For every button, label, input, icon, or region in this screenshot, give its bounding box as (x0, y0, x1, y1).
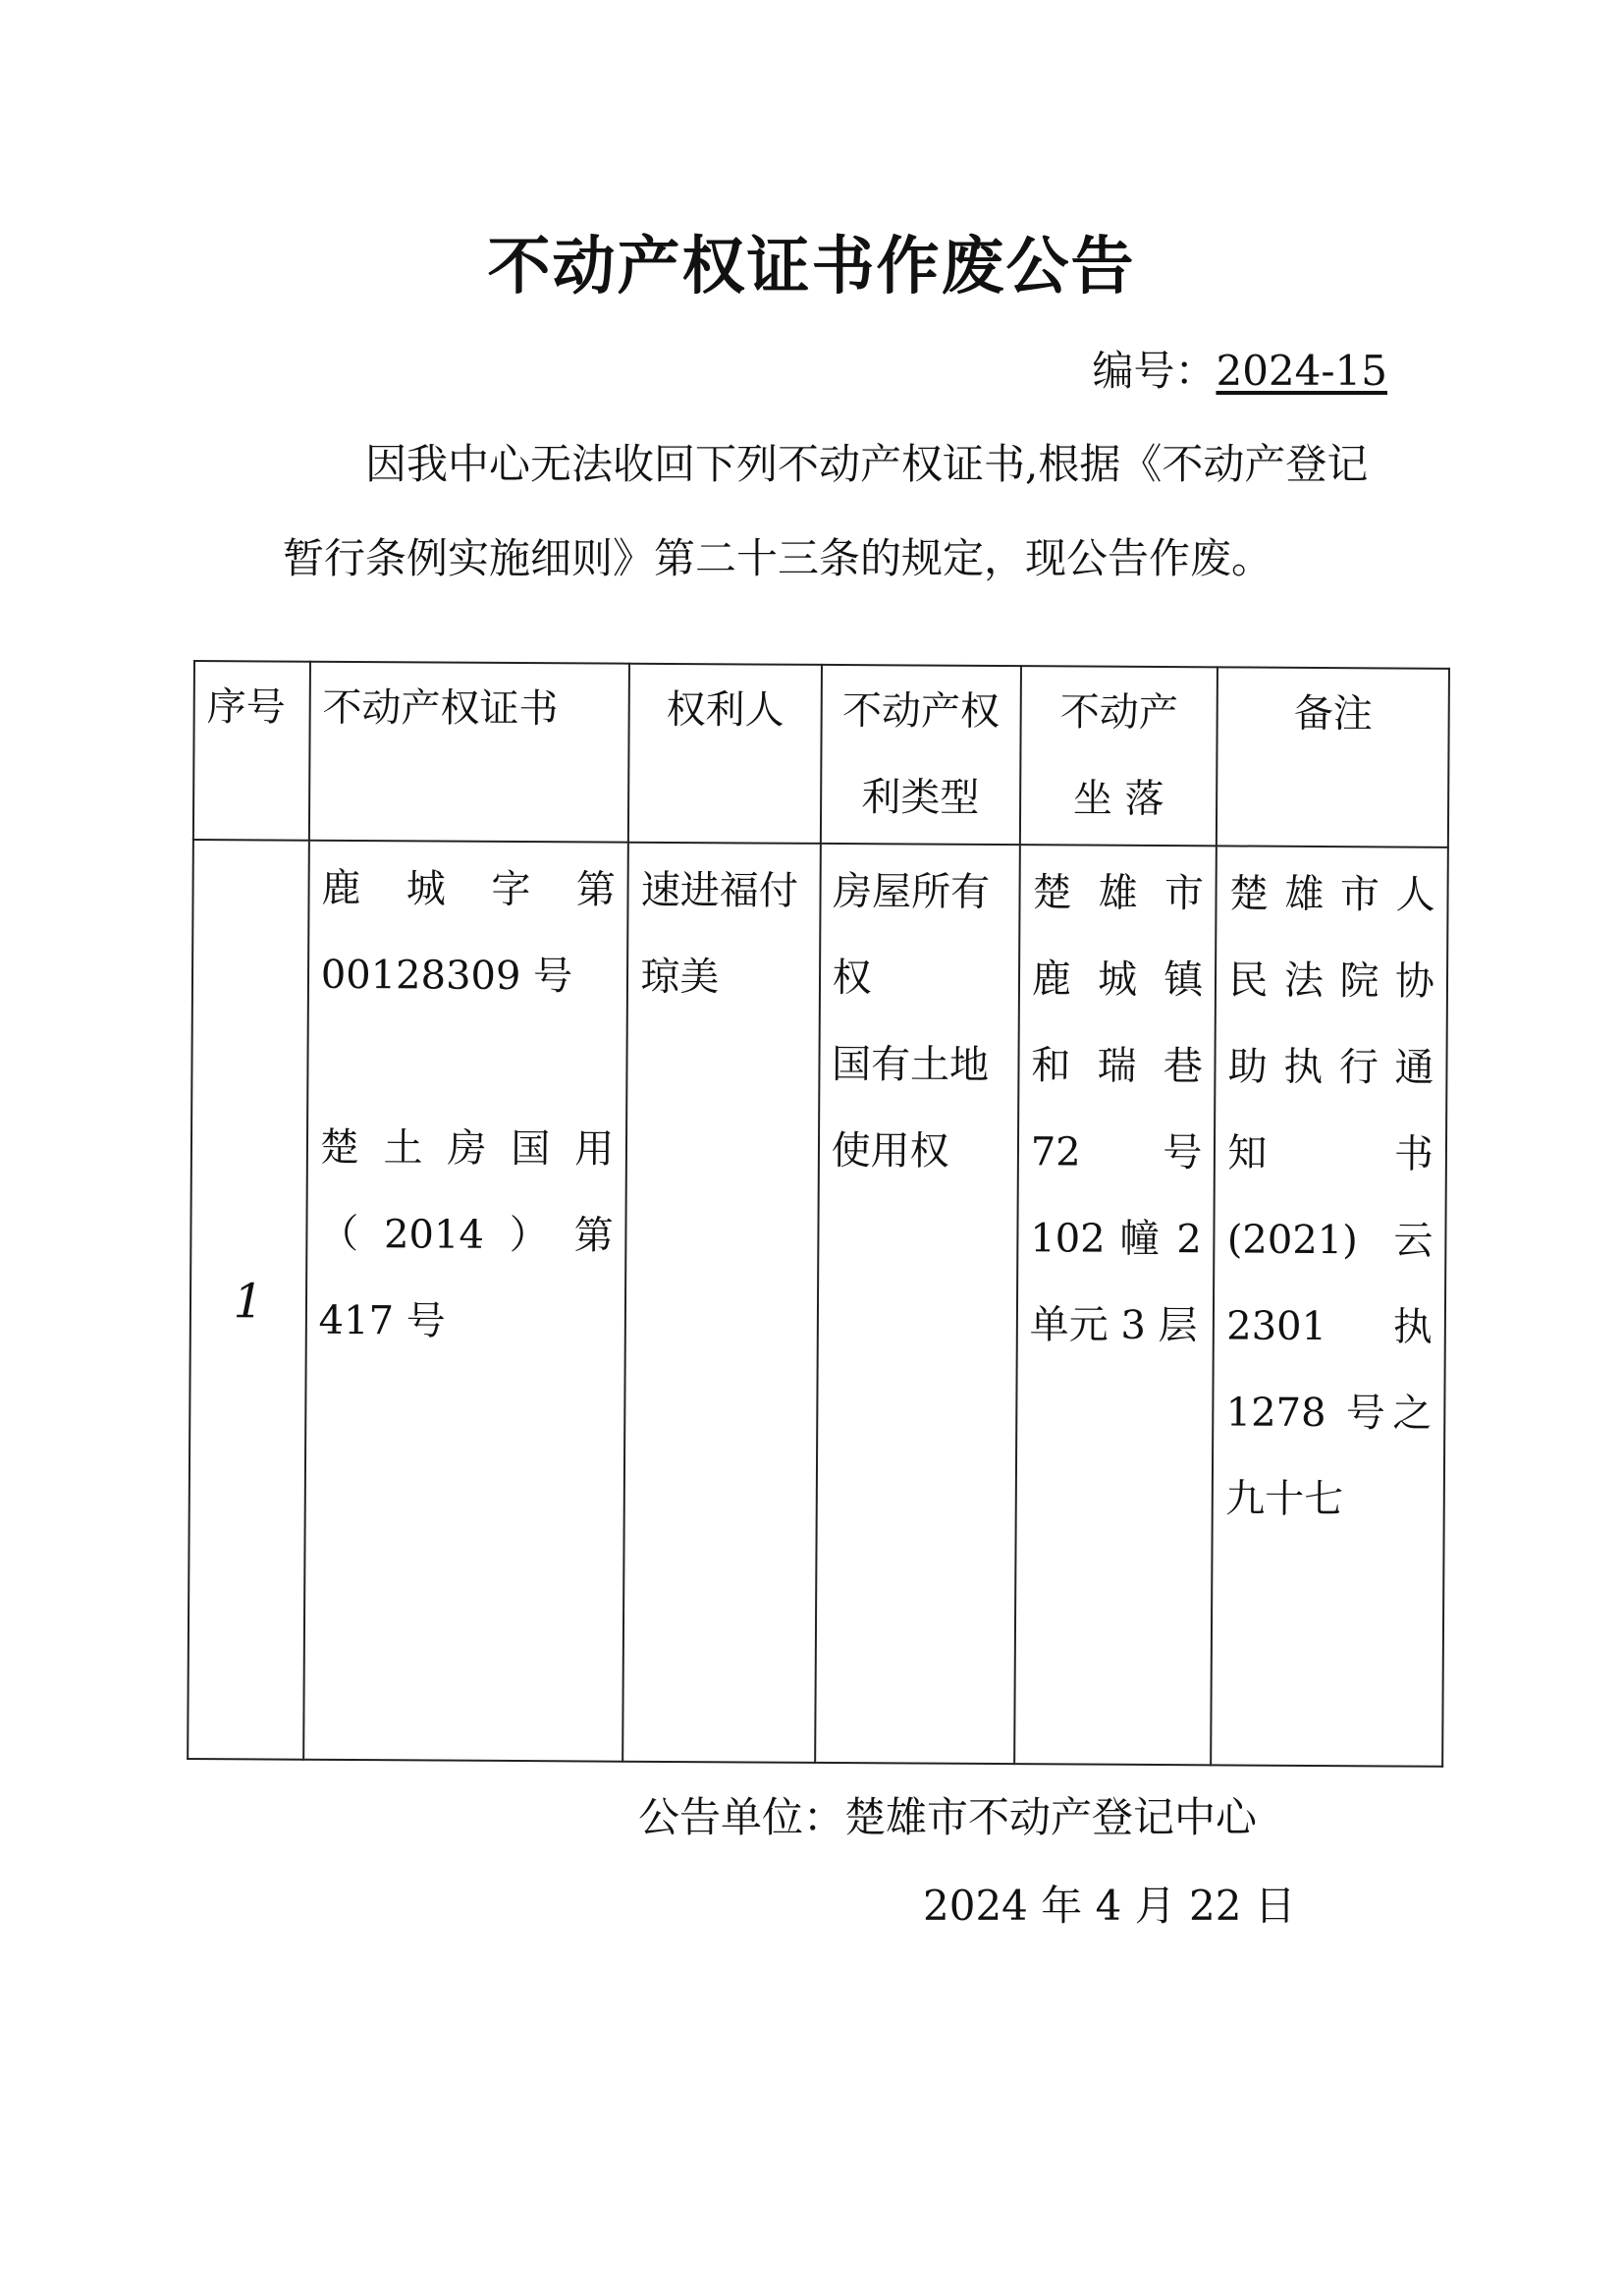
issue-date: 2024 年 4 月 22 日 (923, 1882, 1296, 1930)
header-type (820, 665, 1020, 845)
row-holder: 速进福付琼美 (622, 843, 820, 1763)
row-seq: 1 (188, 840, 308, 1760)
table-row (188, 840, 1448, 1767)
row-cert-1: 鹿 城 字 第 00128309 号 (320, 865, 616, 1000)
notice-number-label: 编号： (1092, 347, 1217, 395)
header-location (1020, 666, 1218, 846)
header-remark: 备注 (1217, 667, 1449, 847)
header-type-line1: 不动产权 (841, 688, 1001, 736)
row-remark: 楚 雄 市 人 民 法 院 协 助 执 行 通 知 书 (2021) 云 2301 执 1278 号之九十七 (1212, 846, 1448, 1766)
header-cert: 不动产权证书 (309, 662, 630, 843)
header-loc-line2: 坐 落 (1072, 776, 1164, 823)
issuing-unit: 公告单位：楚雄市不动产登记中心 (638, 1793, 1258, 1841)
row-type-1: 房屋所有权 (832, 868, 991, 1002)
row-cert (303, 841, 628, 1762)
page-title: 不动产权证书作废公告 (487, 231, 1136, 303)
row-type (815, 844, 1020, 1764)
header-seq: 序号 (193, 661, 310, 841)
header-holder: 权利人 (628, 664, 821, 844)
row-type-2: 国有土地使用权 (831, 1041, 990, 1175)
certificate-table (187, 660, 1450, 1768)
table-header-row (193, 661, 1449, 847)
header-type-line2: 利类型 (861, 775, 980, 821)
header-loc-line1: 不动产 (1059, 689, 1178, 737)
row-cert-2: 楚 土 房 国 用（2014）第 417 号 (318, 1124, 615, 1344)
notice-number-value: 2024-15 (1216, 347, 1387, 395)
notice-number (1092, 339, 1387, 398)
row-location: 楚 雄 市 鹿 城 镇 和 瑞 巷 72 号 102 幢 2 单元 3 层 (1014, 845, 1217, 1765)
intro-paragraph: 因我中心无法收回下列不动产权证书,根据《不动产登记暂行条例实施细则》第二十三条的规定，现公告作废。 (283, 440, 1369, 582)
